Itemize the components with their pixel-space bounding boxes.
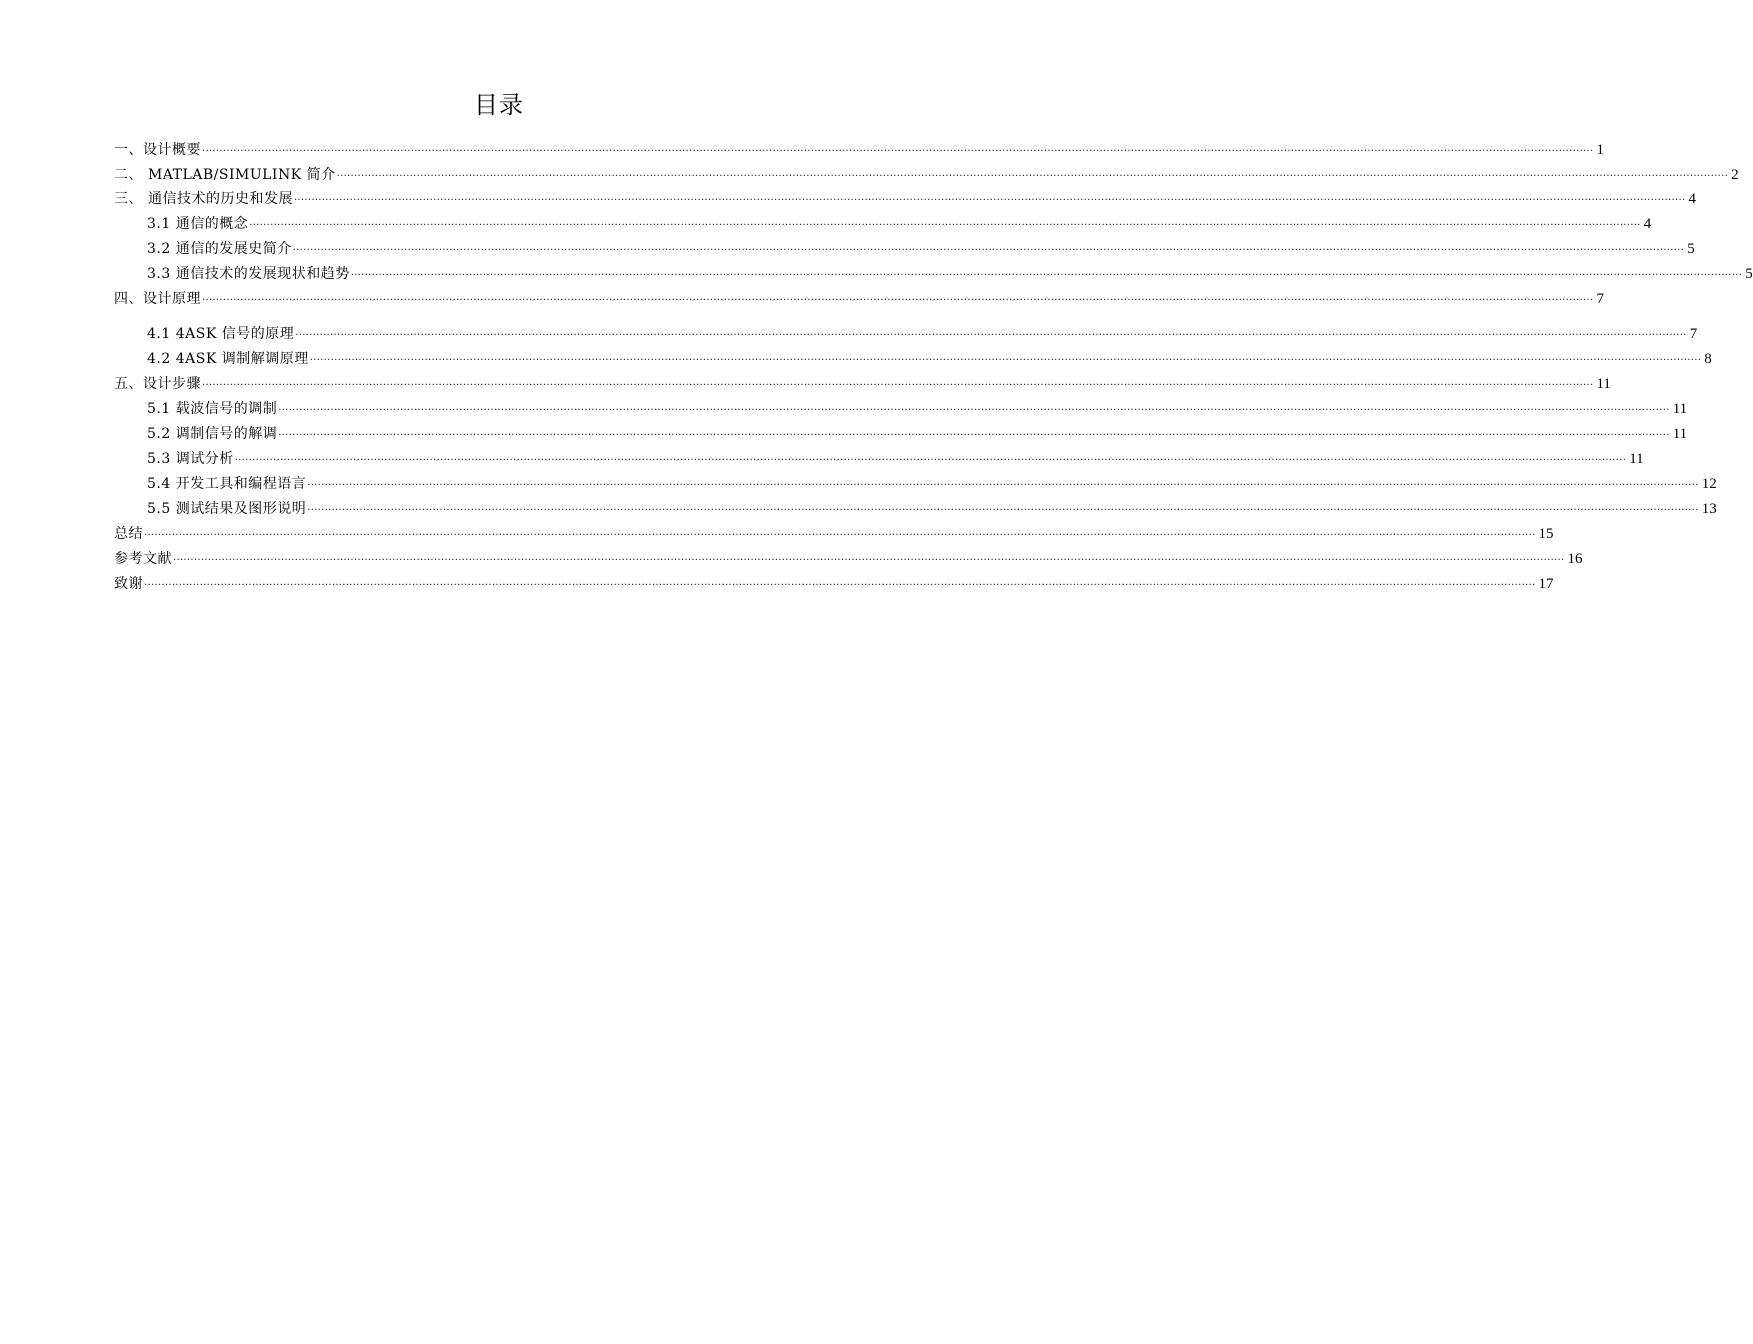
toc-entry-label: 3.2 通信的发展史简介 [147,241,292,257]
toc-entry-page: 5 [1745,266,1753,282]
toc-entry[interactable] [114,140,1604,160]
toc-entry-label: 5.3 调试分析 [147,451,234,467]
toc-entry-page: 7 [1689,326,1698,342]
toc-entry-label: 一、设计概要 [114,142,201,158]
toc-entry-page: 12 [1701,476,1717,492]
dot-leader: ................................................................................................................................................................................................................................................................................................................................................................................................................ [295,327,1687,338]
toc-entry[interactable] [147,399,1688,419]
dot-leader: ................................................................................................................................................................................................................................................................................................................................................................................................................ [307,502,1699,513]
toc-entry[interactable] [147,214,1652,234]
dot-leader: ................................................................................................................................................................................................................................................................................................................................................................................................................ [350,267,1743,278]
toc-entry-page: 4 [1643,216,1652,232]
toc-entry-label: 二、 MATLAB/SIMULINK 简介 [114,167,336,183]
dot-leader: ................................................................................................................................................................................................................................................................................................................................................................................................................ [307,477,1699,488]
toc-entry[interactable] [114,289,1604,309]
toc-entry[interactable] [147,324,1698,344]
toc-entry-label: 参考文献 [114,551,172,567]
dot-leader: ................................................................................................................................................................................................................................................................................................................................................................................................................ [144,577,1536,588]
toc-entry-page: 2 [1731,167,1739,183]
toc-entry-page: 13 [1701,501,1717,517]
toc-entry[interactable] [114,189,1696,209]
dot-leader: ................................................................................................................................................................................................................................................................................................................................................................................................................ [293,192,1686,203]
dot-leader: ................................................................................................................................................................................................................................................................................................................................................................................................................ [309,352,1702,363]
dot-leader: ................................................................................................................................................................................................................................................................................................................................................................................................................ [202,143,1594,154]
dot-leader: ................................................................................................................................................................................................................................................................................................................................................................................................................ [202,292,1594,303]
toc-entry-label: 5.4 开发工具和编程语言 [147,476,307,492]
toc-entry-label: 5.5 测试结果及图形说明 [147,501,307,517]
toc-entry-page: 11 [1629,451,1644,467]
toc-entry[interactable] [114,374,1611,394]
dot-leader: ................................................................................................................................................................................................................................................................................................................................................................................................................ [144,527,1536,538]
toc-entry[interactable] [114,165,1739,185]
toc-entry-page: 8 [1704,351,1712,367]
toc-entry-page: 5 [1687,241,1695,257]
toc-entry-label: 3.3 通信技术的发展现状和趋势 [147,266,350,282]
toc-entry-label: 五、设计步骤 [114,376,201,392]
toc-entry-label: 致谢 [114,576,143,592]
dot-leader: ................................................................................................................................................................................................................................................................................................................................................................................................................ [234,452,1627,463]
toc-entry-page: 4 [1688,191,1696,207]
toc-entry[interactable] [114,524,1554,544]
dot-leader: ................................................................................................................................................................................................................................................................................................................................................................................................................ [278,402,1670,413]
toc-entry-page: 17 [1538,576,1554,592]
toc-entry-page: 11 [1672,426,1688,442]
toc-entry-page: 11 [1672,401,1688,417]
toc-entry[interactable] [147,449,1644,469]
toc-entry-page: 15 [1538,526,1554,542]
toc-entry[interactable] [114,549,1583,569]
toc-entry-page: 16 [1567,551,1583,567]
toc-entry-label: 4.1 4ASK 信号的原理 [147,326,295,342]
toc-entry-page: 7 [1596,291,1604,307]
toc-entry-label: 总结 [114,526,143,542]
toc-title: 目录 [474,91,524,119]
toc-entry-page: 11 [1596,376,1611,392]
toc-entry-label: 三、 通信技术的历史和发展 [114,191,293,207]
toc-entry[interactable] [147,349,1712,369]
toc-entry-label: 5.1 载波信号的调制 [147,401,278,417]
toc-entry-label: 5.2 调制信号的解调 [147,426,278,442]
toc-entry-page: 1 [1596,142,1604,158]
dot-leader: ................................................................................................................................................................................................................................................................................................................................................................................................................ [278,427,1670,438]
dot-leader: ................................................................................................................................................................................................................................................................................................................................................................................................................ [336,168,1729,179]
toc-entry[interactable] [114,574,1554,594]
toc-entry-label: 3.1 通信的概念 [147,216,249,232]
dot-leader: ................................................................................................................................................................................................................................................................................................................................................................................................................ [202,377,1594,388]
toc-entry[interactable] [147,424,1688,444]
dot-leader: ................................................................................................................................................................................................................................................................................................................................................................................................................ [292,242,1685,253]
dot-leader: ................................................................................................................................................................................................................................................................................................................................................................................................................ [173,552,1565,563]
dot-leader: ................................................................................................................................................................................................................................................................................................................................................................................................................ [249,217,1641,228]
toc-entry[interactable] [147,474,1717,494]
toc-entry[interactable] [147,264,1753,284]
toc-entry-label: 四、设计原理 [114,291,201,307]
toc-entry-label: 4.2 4ASK 调制解调原理 [147,351,309,367]
toc-entry[interactable] [147,499,1717,519]
toc-entry[interactable] [147,239,1695,259]
